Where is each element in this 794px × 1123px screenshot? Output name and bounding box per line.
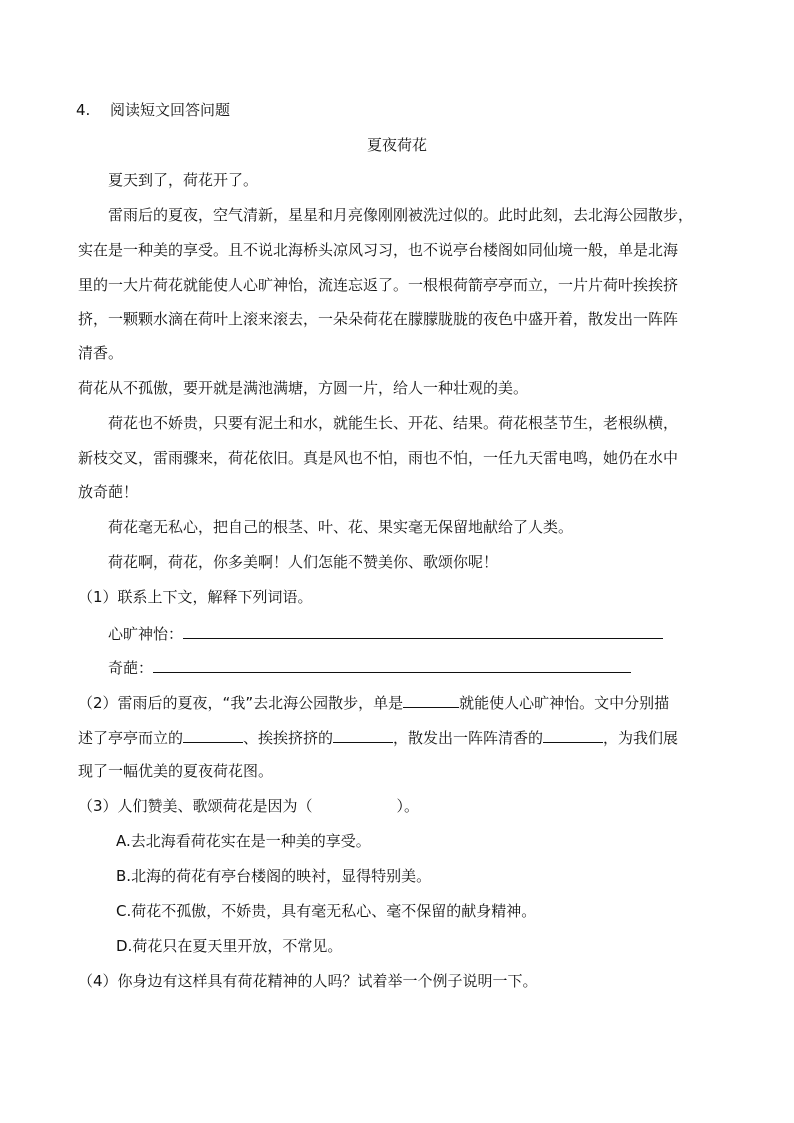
option-letter: B. — [116, 867, 132, 885]
option-text: 荷花只在夏天里开放，不常见。 — [132, 937, 343, 955]
q4-prompt: （4）你身边有这样具有荷花精神的人吗？试着举一个例子说明一下。 — [78, 972, 538, 990]
q1-answer-line-1[interactable] — [183, 622, 663, 639]
article-paragraph: 夏天到了，荷花开了。 — [108, 171, 259, 189]
article-paragraph: 清香。 — [78, 344, 124, 362]
q2-text: ，为我们展 — [603, 729, 679, 747]
article-paragraph: 荷花也不娇贵，只要有泥土和水，就能生长、开花、结果。荷花根茎节生，老根纵横， — [108, 414, 679, 432]
option-text: 去北海看荷花实在是一种美的享受。 — [130, 832, 371, 850]
q3-text: （3）人们赞美、歌颂荷花是因为（ — [78, 797, 313, 815]
article-paragraph: 荷花啊，荷花，你多美啊！人们怎能不赞美你、歌颂你呢！ — [108, 553, 499, 571]
q1-answer-line-2[interactable] — [153, 656, 631, 673]
q1-prompt: （1）联系上下文，解释下列词语。 — [78, 588, 313, 606]
option-letter: A. — [116, 832, 131, 850]
article-paragraph: 放奇葩！ — [78, 483, 139, 501]
q3-option-c[interactable] — [116, 901, 536, 921]
option-letter: C. — [116, 902, 132, 920]
article-paragraph: 挤，一颗颗水滴在荷叶上滚来滚去，一朵朵荷花在朦朦胧胧的夜色中盛开着，散发出一阵阵 — [78, 310, 679, 328]
article-paragraph: 里的一大片荷花就能使人心旷神怡，流连忘返了。一根根荷箭亭亭而立，一片片荷叶挨挨挤 — [78, 276, 679, 294]
option-text: 荷花不孤傲，不娇贵，具有毫无私心、毫不保留的献身精神。 — [131, 902, 537, 920]
q2-line-3: 现了一幅优美的夏夜荷花图。 — [78, 762, 274, 780]
q1-term-1 — [108, 622, 663, 644]
q2-text: 述了亭亭而立的 — [78, 729, 184, 747]
q1-term-2-label: 奇葩： — [108, 659, 154, 677]
option-letter: D. — [116, 937, 133, 955]
question-number: 4. — [76, 101, 91, 119]
article-paragraph: 荷花从不孤傲，要开就是满池满塘，方圆一片，给人一种壮观的美。 — [78, 379, 529, 397]
q2-blank-4[interactable] — [543, 726, 603, 743]
q1-term-2 — [108, 656, 631, 678]
q2-text: （2）雷雨后的夏夜，“我”去北海公园散步，单是 — [78, 694, 404, 712]
q1-term-1-label: 心旷神怡： — [108, 625, 184, 643]
q2-blank-2[interactable] — [183, 726, 243, 743]
article-title: 夏夜荷花 — [366, 136, 427, 154]
q3-text: ）。 — [396, 797, 420, 815]
option-text: 北海的荷花有亭台楼阁的映衬，显得特别美。 — [131, 867, 432, 885]
article-paragraph: 雷雨后的夏夜，空气清新，星星和月亮像刚刚被洗过似的。此时此刻，去北海公园散步， — [108, 206, 694, 224]
q2-blank-3[interactable] — [333, 726, 393, 743]
q2-text: 就能使人心旷神怡。文中分别描 — [459, 694, 670, 712]
q3-option-a[interactable] — [116, 831, 371, 851]
article-paragraph: 实在是一种美的享受。且不说北海桥头凉风习习，也不说亭台楼阁如同仙境一般，单是北海 — [78, 241, 679, 259]
question-instruction: 阅读短文回答问题 — [110, 101, 231, 119]
q2-blank-1[interactable] — [403, 691, 459, 708]
article-paragraph: 荷花毫无私心，把自己的根茎、叶、花、果实毫无保留地献给了人类。 — [108, 518, 574, 536]
q3-option-d[interactable] — [116, 936, 342, 956]
q2-text: 、挨挨挤挤的 — [243, 729, 334, 747]
q3-prompt — [78, 796, 419, 816]
q2-line-2 — [78, 726, 678, 748]
q2-text: ，散发出一阵阵清香的 — [393, 729, 544, 747]
q2-line-1 — [78, 691, 669, 713]
article-paragraph: 新枝交叉，雷雨骤来，荷花依旧。真是风也不怕，雨也不怕，一任九天雷电鸣，她仍在水中 — [78, 449, 679, 467]
q3-option-b[interactable] — [116, 866, 431, 886]
